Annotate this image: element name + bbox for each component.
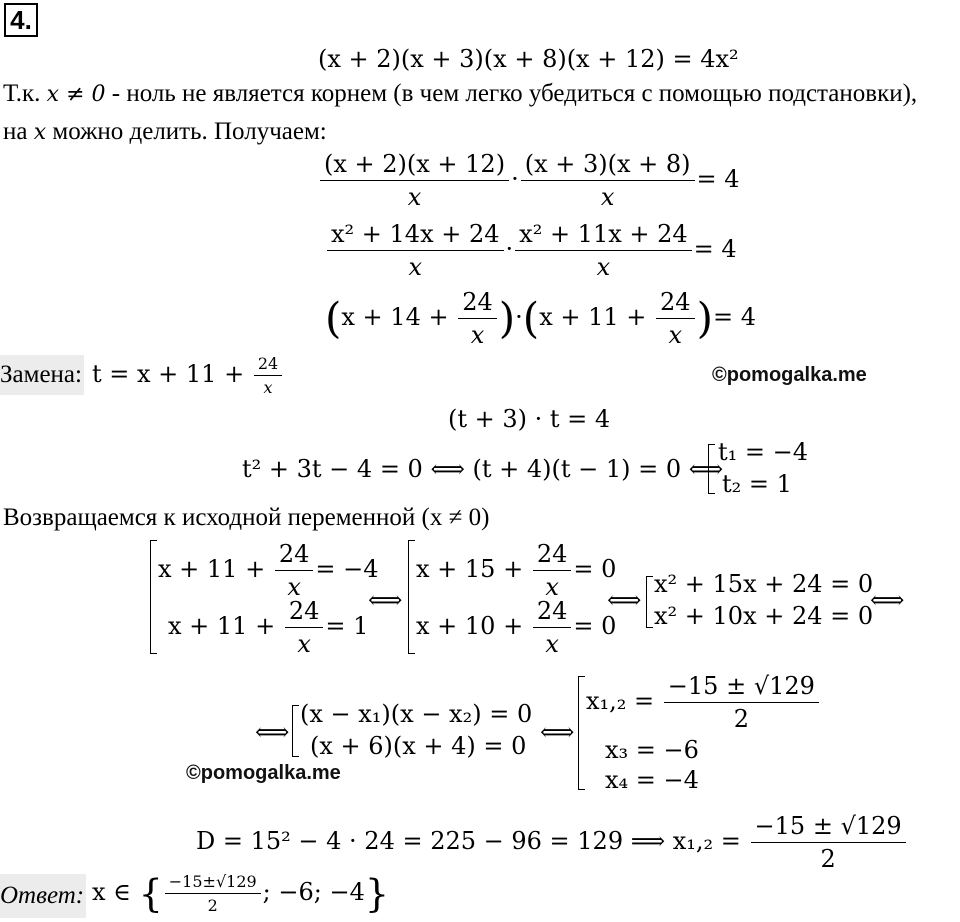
watermark: ©pomogalka.me — [186, 762, 341, 784]
system-2-line-a: x + 15 + $\frac{24}{x}$ = 0 — [416, 540, 617, 601]
discriminant-line: D = 15² − 4 · 24 = 225 − 96 = 129 ⟹ x₁,₂ = $\frac{-15 \pm √129}{2}$ — [196, 812, 908, 873]
substitution-label: Замена: — [0, 355, 84, 395]
system-3-line-a: x² + 15x + 24 = 0 — [654, 570, 874, 598]
step-3: (x + 14 + $\frac{24}{x}$ )·(x + 11 + $\frac{24}{x}$ )= 4 — [325, 288, 756, 349]
text-line-2: на x можно делить. Получаем: — [3, 118, 327, 145]
system-bracket — [408, 540, 415, 654]
system-bracket — [708, 444, 715, 494]
return-text: Возвращаемся к исходной переменной (x ≠ 0) — [3, 504, 490, 531]
system-4-line-a: (x − x₁)(x − x₂) = 0 — [300, 700, 533, 728]
fraction: $\frac{-15\pm√129}{2}$ — [165, 872, 261, 915]
iff-symbol: ⟺ — [540, 718, 575, 746]
t-equation: (t + 3) · t = 4 — [448, 405, 611, 433]
system-3-line-b: x² + 10x + 24 = 0 — [654, 602, 874, 630]
system-1-line-b: x + 11 + $\frac{24}{x}$ = 1 — [168, 597, 369, 658]
roots-x12: x₁,₂ = $\frac{-15 \pm √129}{2}$ — [586, 672, 821, 733]
iff-symbol: ⟺ — [607, 586, 642, 614]
t2-root: t₂ = 1 — [722, 470, 792, 498]
system-1-line-a: x + 11 + $\frac{24}{x}$ = −4 — [158, 540, 379, 601]
iff-symbol: ⟺ — [870, 586, 905, 614]
system-bracket — [292, 705, 299, 757]
text-line-1: Т.к. x ≠ 0 - ноль не является корнем (в чем легко убедиться с помощью подстановки), — [3, 80, 918, 107]
system-4-line-b: (x + 6)(x + 4) = 0 — [310, 732, 527, 760]
t1-root: t₁ = −4 — [718, 438, 809, 466]
fraction: $\frac{\text{x² + 14x + 24}}{x}$ — [327, 220, 504, 281]
problem-number: 4. — [4, 3, 38, 37]
answer-formula: x ∈ { $\frac{-15\pm√129}{2}$ ; −6; −4} — [92, 871, 390, 916]
system-2-line-b: x + 10 + $\frac{24}{x}$ = 0 — [416, 597, 617, 658]
root-x4: x₄ = −4 — [605, 766, 699, 794]
fraction: $\frac{24}{x}$ — [458, 288, 497, 349]
watermark: ©pomogalka.me — [712, 364, 867, 386]
step-1: $\frac{(x + 2)(x + 12)}{x}$ · $\frac{(x + 3)(x + 8)}{x}$ = 4 — [318, 150, 740, 211]
fraction: $\frac{24}{x}$ — [533, 597, 572, 658]
fraction: $\frac{-15 \pm √129}{2}$ — [751, 812, 906, 873]
system-bracket — [150, 540, 157, 654]
fraction: $\frac{24}{x}$ — [275, 540, 314, 601]
fraction: $\frac{(x + 3)(x + 8)}{x}$ — [521, 150, 695, 211]
root-x3: x₃ = −6 — [605, 736, 699, 764]
substitution-formula: t = x + 11 + $\frac{24}{x}$ — [92, 354, 284, 397]
fraction: $\frac{24}{x}$ — [254, 354, 282, 397]
iff-symbol: ⟺ — [368, 586, 403, 614]
main-equation: (x + 2)(x + 3)(x + 8)(x + 12) = 4x² — [318, 45, 739, 73]
quadratic-equation: t² + 3t − 4 = 0 ⟺ (t + 4)(t − 1) = 0 ⟺ — [242, 455, 724, 483]
fraction: $\frac{-15 \pm √129}{2}$ — [664, 672, 819, 733]
fraction: $\frac{(x + 2)(x + 12)}{x}$ — [320, 150, 509, 211]
system-bracket — [646, 576, 653, 628]
system-bracket — [578, 676, 585, 790]
fraction: $\frac{24}{x}$ — [656, 288, 695, 349]
fraction: $\frac{24}{x}$ — [533, 540, 572, 601]
fraction: $\frac{24}{x}$ — [285, 597, 324, 658]
answer-label: Ответ: — [0, 874, 86, 918]
step-2: $\frac{\text{x² + 14x + 24}}{x}$ · $\frac{\text{x² + 11x + 24}}{x}$ = 4 — [325, 220, 737, 281]
fraction: $\frac{\text{x² + 11x + 24}}{x}$ — [515, 220, 692, 281]
iff-symbol: ⟺ — [255, 718, 290, 746]
